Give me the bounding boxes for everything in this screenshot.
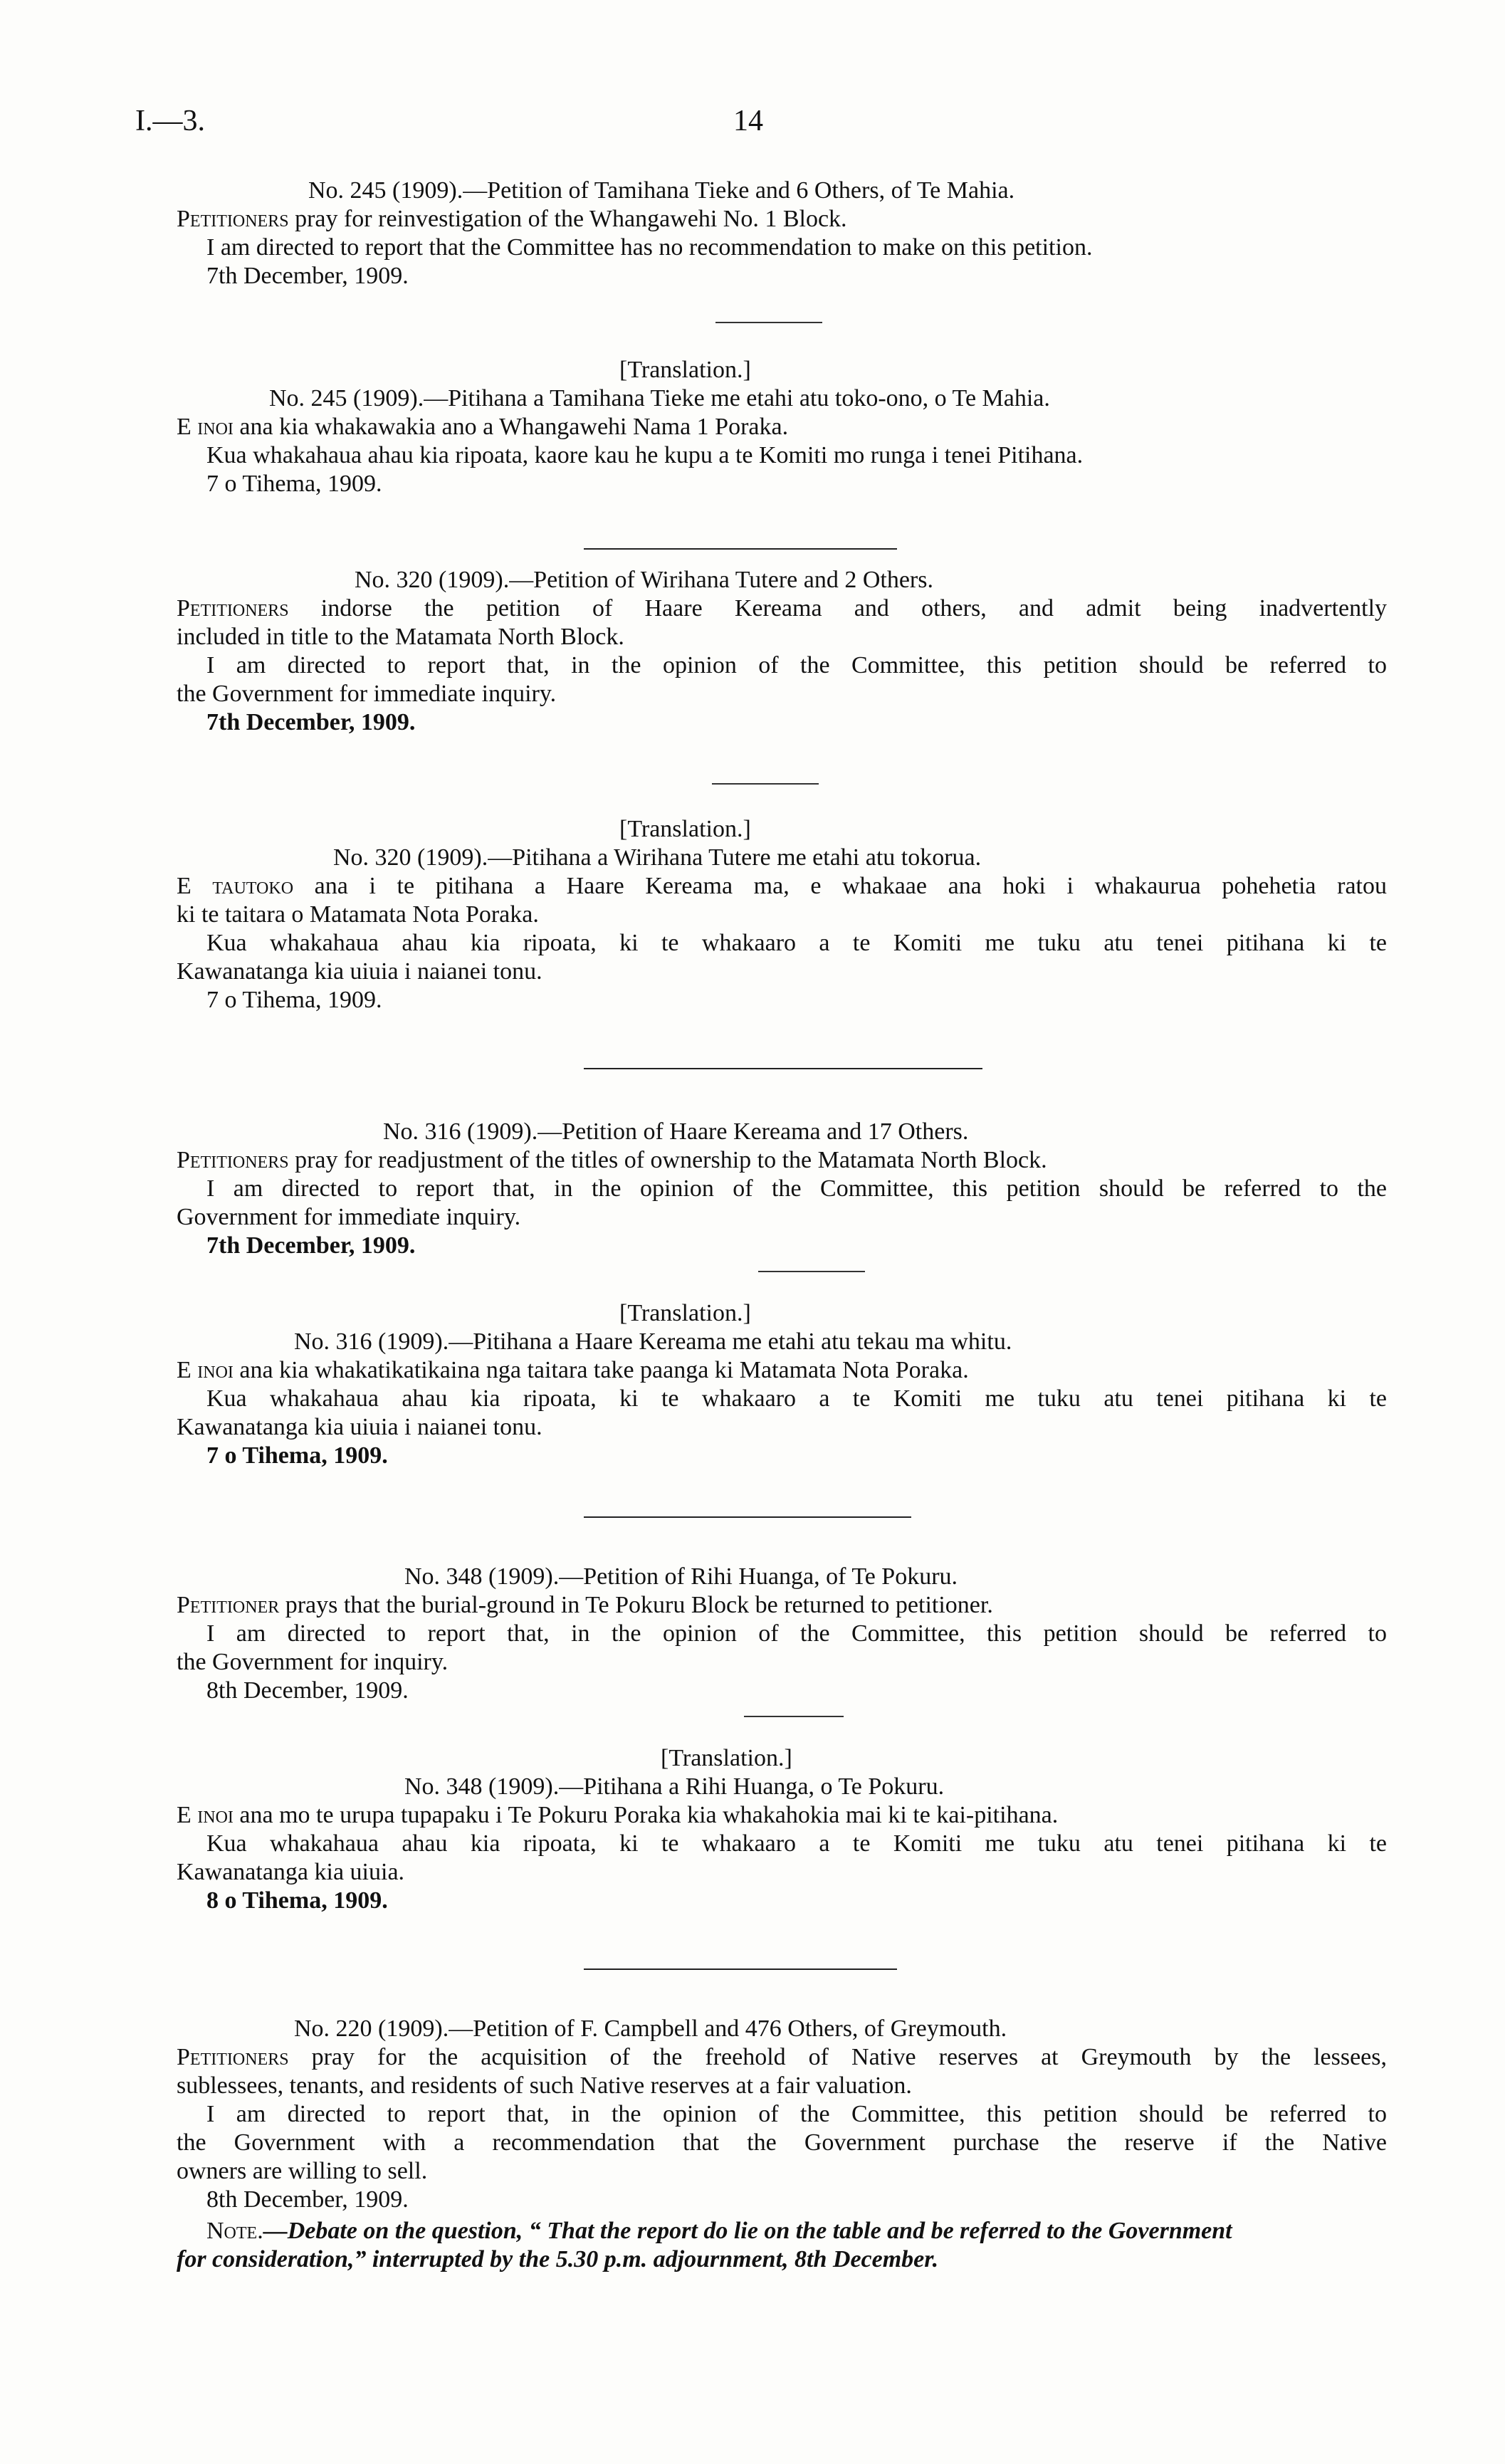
translation-title: No. 348 (1909).—Pitihana a Rihi Huanga, o Te Pokuru. [404,1773,945,1800]
petition-245-section [177,177,1387,290]
petition-title: No. 320 (1909).—Petition of Wirihana Tutere and 2 Others. [355,567,933,593]
committee-report-end: owners are willing to sell. [177,2158,428,2184]
petition-title: No. 348 (1909).—Petition of Rihi Huanga, of Te Pokuru. [404,1563,958,1590]
translation-report: Kua whakahaua ahau kia ripoata, kaore kau he kupu a te Komiti mo runga i tenei Pitihana. [206,442,1084,468]
section-divider [584,1968,897,1970]
petition-316-section [177,1118,1387,1260]
petition-348-section [177,1563,1387,1705]
committee-report: I am directed to report that, in the opinion of the Committee, this petition should be referred to [206,652,1387,678]
petition-245-translation [177,356,1387,498]
translation-date: 7 o Tihema, 1909. [206,1442,388,1469]
divider [744,1716,844,1717]
report-date: 7th December, 1909. [206,709,416,735]
committee-report-cont: Government for immediate inquiry. [177,1204,521,1230]
report-date: 8th December, 1909. [206,2186,409,2213]
translation-title: No. 316 (1909).—Pitihana a Haare Kereama me etahi atu tekau ma whitu. [294,1328,1012,1355]
committee-report: I am directed to report that the Committee has no recommendation to make on this petition. [206,234,1093,261]
committee-report: I am directed to report that, in the opinion of the Committee, this petition should be referred to [206,1620,1387,1647]
translation-prayer: E inoi ana kia whakatikatikaina nga taitara take paanga ki Matamata Nota Poraka. [177,1357,969,1383]
debate-note-cont: for consideration,” interrupted by the 5.30 p.m. adjournment, 8th December. [177,2246,939,2272]
committee-report: I am directed to report that, in the opinion of the Committee, this petition should be referred to the [206,1175,1387,1202]
petition-316-translation [177,1299,1387,1470]
report-date: 7th December, 1909. [206,1232,416,1259]
translation-label: [Translation.] [619,357,751,383]
translation-label: [Translation.] [661,1745,792,1771]
translation-report: Kua whakahaua ahau kia ripoata, ki te whakaaro a te Komiti me tuku atu tenei pitihana ki te [206,930,1387,956]
committee-report-cont: the Government for immediate inquiry. [177,681,557,707]
translation-label: [Translation.] [619,1300,751,1326]
petition-prayer: Petitioners indorse the petition of Haare Kereama and others, and admit being inadvertently [177,595,1388,622]
section-divider [584,1516,911,1518]
report-code: I.—3. [135,105,205,137]
petition-prayer: Petitioners pray for reinvestigation of the Whangawehi No. 1 Block. [177,206,847,232]
translation-date: 7 o Tihema, 1909. [206,471,382,497]
committee-report-cont: the Government with a recommendation that the Government purchase the reserve if the Native [177,2129,1387,2156]
section-divider [584,548,897,550]
translation-date: 7 o Tihema, 1909. [206,987,382,1013]
translation-label: [Translation.] [619,816,751,842]
translation-report: Kua whakahaua ahau kia ripoata, ki te whakaaro a te Komiti me tuku atu tenei pitihana ki te [206,1385,1387,1412]
translation-prayer: E tautoko ana i te pitihana a Haare Kereama ma, e whakaae ana hoki i whakaurua pohehetia ratou [177,873,1388,899]
translation-prayer: E inoi ana mo te urupa tupapaku i Te Pokuru Poraka kia whakahokia mai ki te kai-pitihana. [177,1802,1059,1828]
section-divider [584,1068,982,1069]
petition-title: No. 245 (1909).—Petition of Tamihana Tieke and 6 Others, of Te Mahia. [308,177,1015,204]
translation-report: Kua whakahaua ahau kia ripoata, ki te whakaaro a te Komiti me tuku atu tenei pitihana ki te [206,1830,1387,1857]
petition-title: No. 316 (1909).—Petition of Haare Kereama and 17 Others. [383,1118,969,1145]
translation-title: No. 245 (1909).—Pitihana a Tamihana Tieke me etahi atu toko-ono, o Te Mahia. [269,385,1050,411]
committee-report-cont: the Government for inquiry. [177,1649,449,1675]
petition-320-translation [177,815,1387,1015]
translation-prayer-cont: ki te taitara o Matamata Nota Poraka. [177,901,539,928]
translation-report-cont: Kawanatanga kia uiuia i naianei tonu. [177,958,542,985]
debate-note: Note.—Debate on the question, “ That the report do lie on the table and be referred to the Government [206,2218,1232,2244]
report-date: 8th December, 1909. [206,1677,409,1704]
divider [712,783,819,785]
translation-prayer: E inoi ana kia whakawakia ano a Whangawehi Nama 1 Poraka. [177,414,789,440]
translation-date: 8 o Tihema, 1909. [206,1887,388,1914]
committee-report: I am directed to report that, in the opinion of the Committee, this petition should be referred to [206,2101,1387,2127]
divider [758,1271,865,1272]
petition-prayer: Petitioners pray for readjustment of the titles of ownership to the Matamata North Block. [177,1147,1047,1173]
petition-prayer: Petitioners pray for the acquisition of the freehold of Native reserves at Greymouth by the lessees, [177,2044,1388,2070]
translation-report-cont: Kawanatanga kia uiuia. [177,1859,405,1885]
petition-prayer-cont: sublessees, tenants, and residents of such Native reserves at a fair valuation. [177,2072,912,2099]
petition-prayer-cont: included in title to the Matamata North Block. [177,624,624,650]
petition-prayer: Petitioner prays that the burial-ground in Te Pokuru Block be returned to petitioner. [177,1592,993,1618]
petition-320-section [177,566,1387,737]
translation-report-cont: Kawanatanga kia uiuia i naianei tonu. [177,1414,542,1440]
petition-348-translation [177,1744,1387,1915]
report-date: 7th December, 1909. [206,263,409,289]
petition-title: No. 220 (1909).—Petition of F. Campbell and 476 Others, of Greymouth. [294,2015,1007,2042]
translation-title: No. 320 (1909).—Pitihana a Wirihana Tutere me etahi atu tokorua. [333,844,982,871]
petition-220-section [177,2015,1387,2274]
page-number: 14 [733,105,763,137]
divider [715,322,822,323]
